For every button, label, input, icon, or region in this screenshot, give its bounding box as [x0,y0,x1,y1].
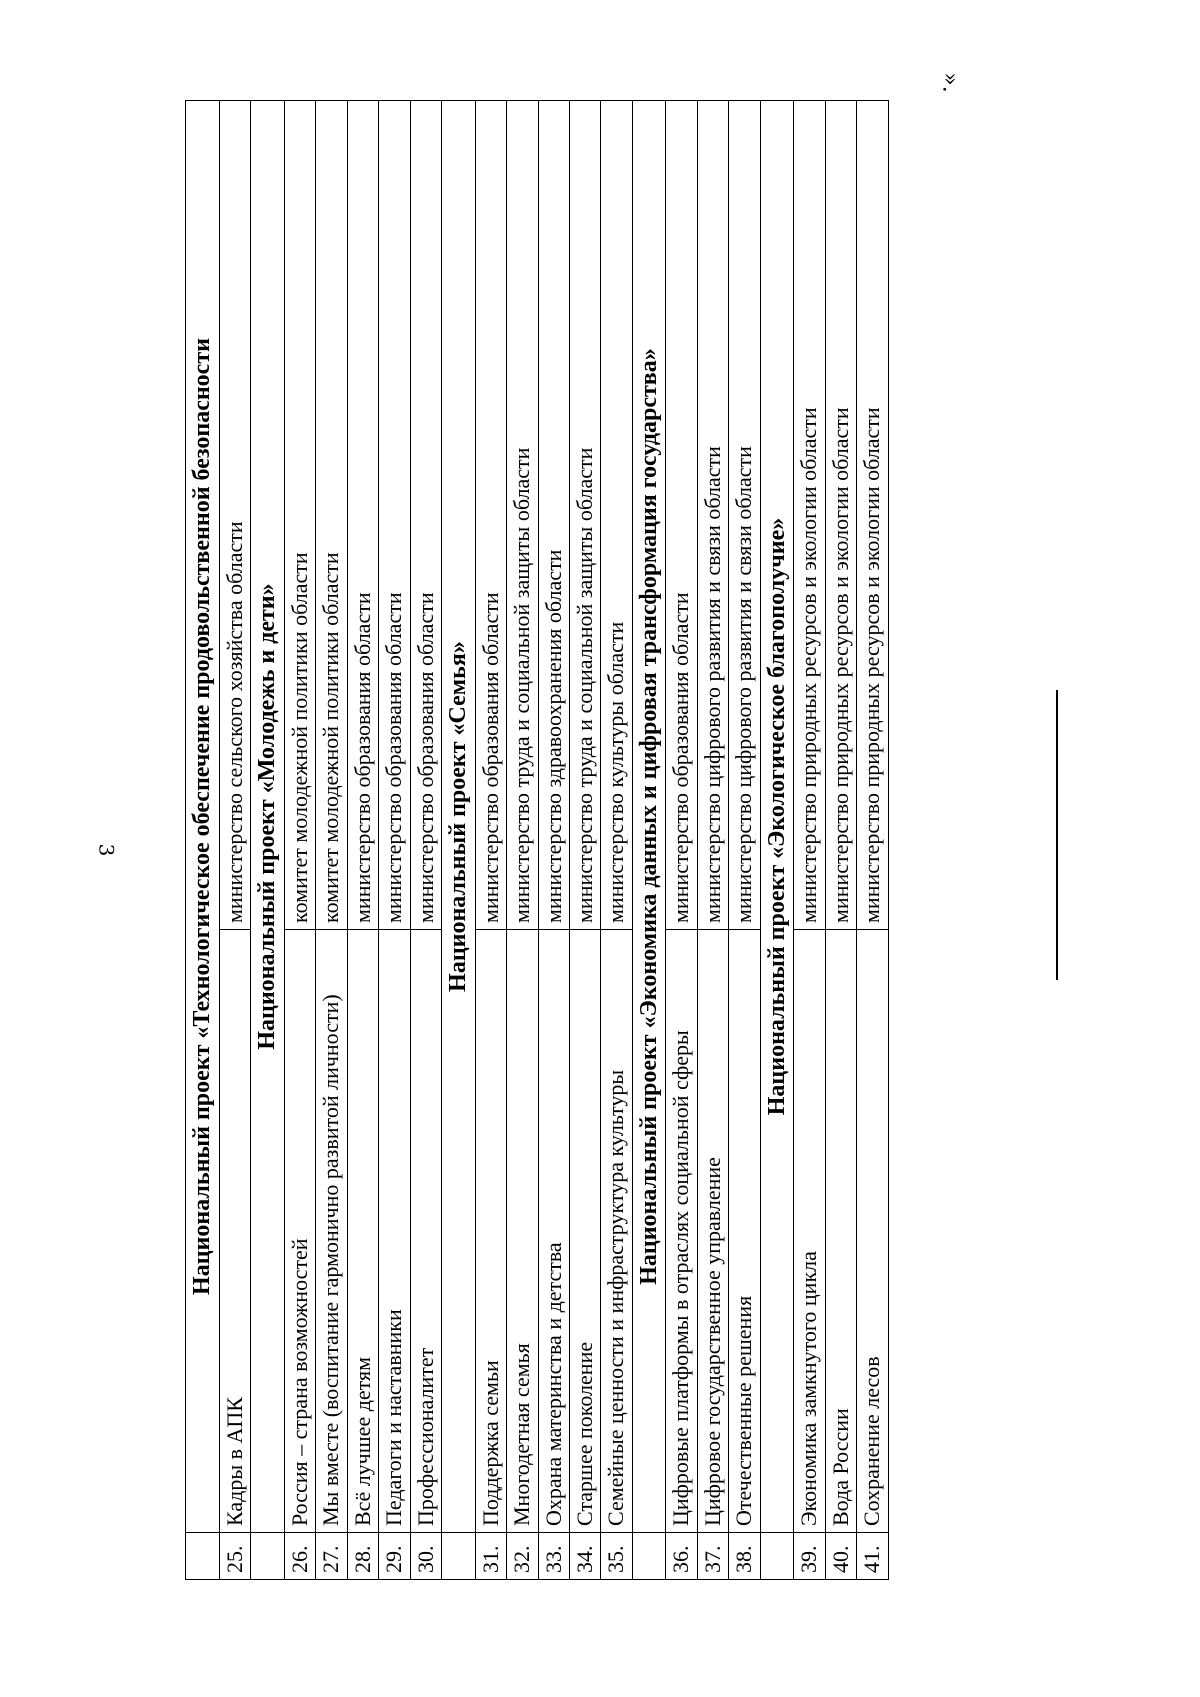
row-number: 25. [219,1533,250,1580]
project-name: Многодетная семья [507,930,538,1533]
section-title: Национальный проект «Технологическое обеспечение продовольственной безопасности [186,101,220,1533]
table-body [186,101,889,1580]
section-empty-cell [632,1533,666,1580]
project-name: Сохранение лесов [857,930,888,1533]
table-row [347,101,378,1580]
table-row [601,101,632,1580]
row-number: 27. [316,1533,347,1580]
project-name: Педагоги и наставники [379,930,410,1533]
row-number: 31. [475,1533,506,1580]
responsible-ministry: министерство образования области [347,101,378,930]
row-number: 30. [410,1533,441,1580]
section-empty-cell [760,1533,794,1580]
table-row [410,101,441,1580]
signature-line [1056,690,1058,980]
closing-quote-mark: ». [937,72,963,93]
table-row [316,101,347,1580]
section-header-row [760,101,794,1580]
project-name: Старшее поколение [569,930,600,1533]
project-name: Вода России [825,930,856,1533]
row-number: 38. [729,1533,760,1580]
table-row [379,101,410,1580]
row-number: 29. [379,1533,410,1580]
responsible-ministry: комитет молодежной политики области [316,101,347,930]
table-row [729,101,760,1580]
responsible-ministry: министерство образования области [475,101,506,930]
section-title: Национальный проект «Семья» [441,101,475,1533]
row-number: 35. [601,1533,632,1580]
row-number: 40. [825,1533,856,1580]
section-empty-cell [441,1533,475,1580]
project-name: Профессионалитет [410,930,441,1533]
responsible-ministry: министерство природных ресурсов и экологии области [794,101,825,930]
table-row [697,101,728,1580]
row-number: 36. [666,1533,697,1580]
table-row [284,101,315,1580]
table-row [507,101,538,1580]
section-title: Национальный проект «Экономика данных и цифровая трансформация государства» [632,101,666,1533]
project-name: Мы вместе (воспитание гармонично развитой личности) [316,930,347,1533]
responsible-ministry: министерство сельского хозяйства области [219,101,250,930]
project-name: Экономика замкнутого цикла [794,930,825,1533]
responsible-ministry: комитет молодежной политики области [284,101,315,930]
project-name: Кадры в АПК [219,930,250,1533]
row-number: 41. [857,1533,888,1580]
table-row [569,101,600,1580]
table-row [219,101,250,1580]
project-name: Цифровое государственное управление [697,930,728,1533]
project-name: Поддержка семьи [475,930,506,1533]
row-number: 39. [794,1533,825,1580]
section-header-row [186,101,220,1580]
project-name: Всё лучшее детям [347,930,378,1533]
section-empty-cell [186,1533,220,1580]
responsible-ministry: министерство образования области [666,101,697,930]
rotated-table-container [185,100,889,1580]
table-row [666,101,697,1580]
row-number: 37. [697,1533,728,1580]
table-row [857,101,888,1580]
section-title: Национальный проект «Экологическое благополучие» [760,101,794,1533]
project-name: Семейные ценности и инфраструктура культуры [601,930,632,1533]
project-name: Россия – страна возможностей [284,930,315,1533]
table-row [825,101,856,1580]
responsible-ministry: министерство образования области [410,101,441,930]
section-header-row [251,101,285,1580]
row-number: 33. [538,1533,569,1580]
table-row [475,101,506,1580]
responsible-ministry: министерство труда и социальной защиты области [569,101,600,930]
responsible-ministry: министерство природных ресурсов и экологии области [825,101,856,930]
section-header-row [441,101,475,1580]
table-row [538,101,569,1580]
responsible-ministry: министерство цифрового развития и связи области [697,101,728,930]
page-number: 3 [94,843,119,857]
responsible-ministry: министерство культуры области [601,101,632,930]
section-empty-cell [251,1533,285,1580]
section-title: Национальный проект «Молодежь и дети» [251,101,285,1533]
row-number: 32. [507,1533,538,1580]
responsible-ministry: министерство труда и социальной защиты области [507,101,538,930]
row-number: 26. [284,1533,315,1580]
project-name: Цифровые платформы в отраслях социальной сферы [666,930,697,1533]
responsible-ministry: министерство образования области [379,101,410,930]
responsible-ministry: министерство здравоохранения области [538,101,569,930]
responsible-ministry: министерство цифрового развития и связи области [729,101,760,930]
project-name: Отечественные решения [729,930,760,1533]
row-number: 28. [347,1533,378,1580]
section-header-row [632,101,666,1580]
projects-table [185,100,889,1580]
row-number: 34. [569,1533,600,1580]
project-name: Охрана материнства и детства [538,930,569,1533]
table-row [794,101,825,1580]
responsible-ministry: министерство природных ресурсов и экологии области [857,101,888,930]
